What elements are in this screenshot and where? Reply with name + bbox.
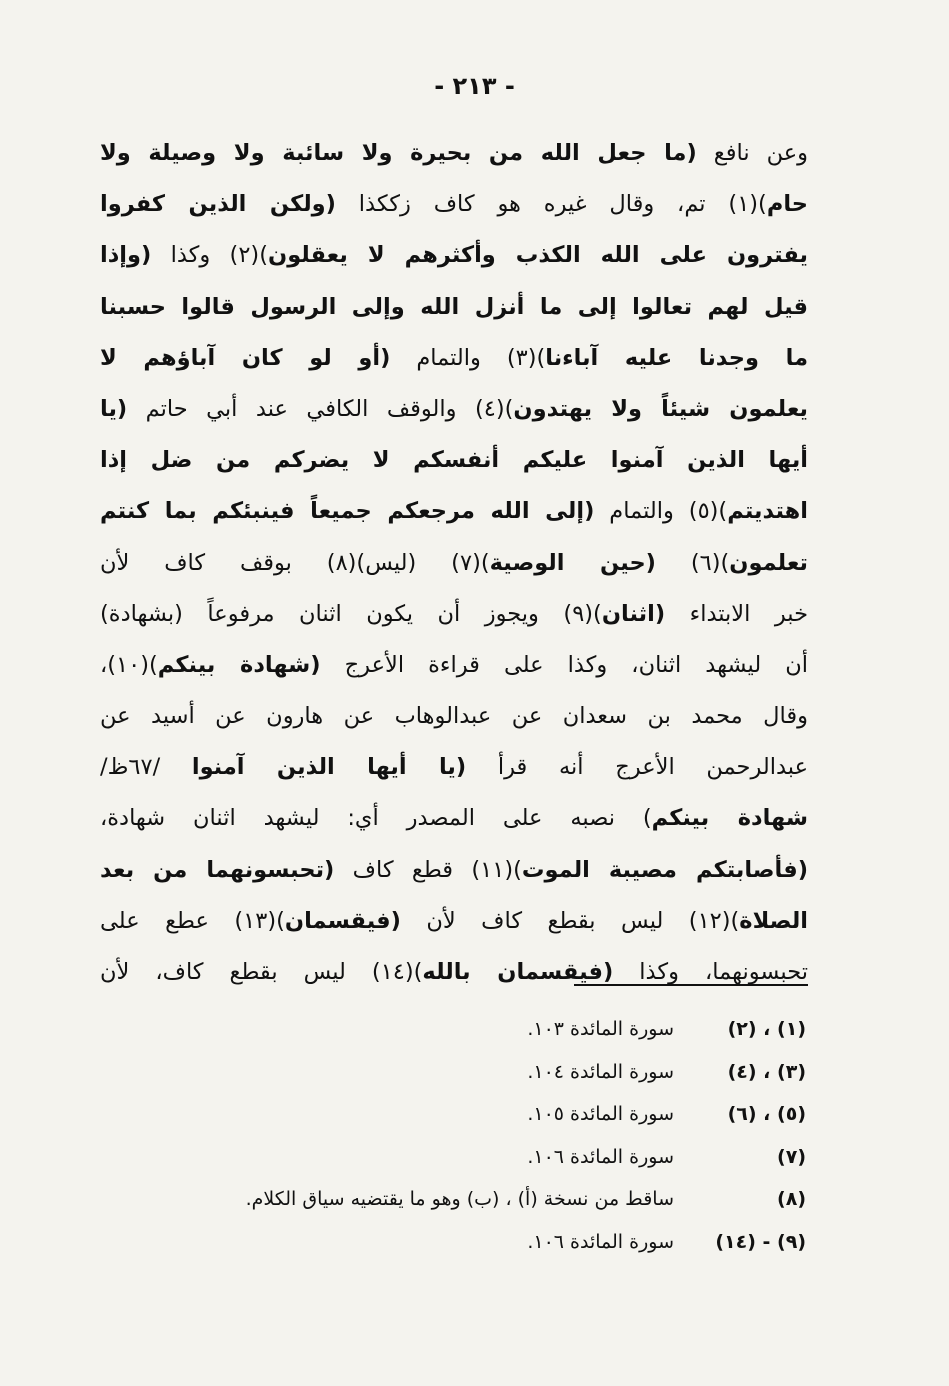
- text-segment: خبر الابتداء: [665, 600, 808, 627]
- quran-quote: (شهادة بينكم: [157, 651, 321, 678]
- text-line: [100, 691, 808, 742]
- footnote-separator: [574, 984, 808, 986]
- page-number: - ٢١٣ -: [434, 72, 515, 100]
- footnote: [120, 1178, 806, 1221]
- text-line: [100, 230, 808, 281]
- text-segment: )(١٢) ليس بقطع كاف لأن: [400, 907, 740, 934]
- footnote: [120, 1051, 806, 1094]
- text-line: [100, 793, 808, 844]
- quran-quote: (فيقسمان بالله: [422, 959, 614, 985]
- quran-quote: (تحبسونهما من بعد: [100, 856, 335, 883]
- footnote-number: (٩) - (١٤): [715, 1230, 806, 1253]
- footnotes: [120, 1008, 806, 1263]
- text-segment: )(١٠)،: [100, 651, 158, 678]
- quran-quote: ما وجدنا عليه آباءنا: [545, 344, 808, 371]
- quran-quote: الصلاة: [739, 907, 808, 934]
- quran-quote: (يا أيها الذين آمنوا: [191, 754, 467, 781]
- body-text: [100, 128, 808, 998]
- quran-quote: (وإذا: [100, 242, 152, 269]
- text-line: [100, 538, 808, 589]
- footnote-number: (٨): [777, 1188, 806, 1210]
- text-line: [100, 896, 808, 947]
- text-line: [100, 282, 808, 333]
- quran-quote: (ولكن الذين كفروا: [100, 191, 336, 218]
- footnote-text: سورة المائدة ١٠٥.: [527, 1103, 674, 1125]
- text-line: [100, 486, 808, 537]
- text-segment: وقال محمد بن سعدان عن عبدالوهاب عن هارون عن أسيد عن: [100, 703, 808, 730]
- text-segment: )(٩) ويجوز أن يكون اثنان مرفوعاً (بشهادة): [100, 600, 602, 627]
- text-segment: )(٣) والتمام: [390, 344, 546, 371]
- footnote-text: سورة المائدة ١٠٤.: [527, 1060, 674, 1083]
- text-segment: تحبسونهما، وكذا: [613, 959, 808, 985]
- text-segment: )(١) تم، وقال غيره هو كاف زككذا: [335, 191, 767, 218]
- quran-quote: حام: [766, 191, 808, 218]
- quran-quote: اهتديتم: [727, 498, 808, 525]
- quran-quote: يعلمون شيئاً ولا يهتدون: [513, 395, 808, 422]
- text-line: [100, 640, 808, 691]
- footnote-number: (٣) ، (٤): [727, 1060, 806, 1083]
- footnote: [120, 1008, 806, 1051]
- text-segment: )(٦): [655, 549, 730, 576]
- footnote-text: سورة المائدة ١٠٣.: [527, 1018, 674, 1040]
- quran-quote: شهادة بينكم: [651, 805, 808, 832]
- quran-quote: (أو لو كان آباؤهم لا: [100, 344, 391, 371]
- text-line: [100, 435, 808, 486]
- quran-quote: (فأصابتكم مصيبة الموت: [521, 856, 808, 883]
- quran-quote: (فيقسمان: [284, 907, 401, 934]
- quran-quote: أيها الذين آمنوا عليكم أنفسكم لا يضركم من ضل إذا: [100, 447, 808, 474]
- quran-quote: تعلمون: [729, 549, 808, 576]
- text-line: [100, 589, 808, 640]
- text-segment: )(١٤) ليس بقطع كاف، لأن: [100, 959, 423, 985]
- text-segment: )(١٣) عطع على: [100, 907, 285, 934]
- footnote-text: سورة المائدة ١٠٦.: [527, 1230, 674, 1253]
- text-segment: )(٤) والوقف الكافي عند أبي حاتم: [127, 395, 514, 422]
- quran-quote: (حين الوصية: [489, 549, 656, 576]
- quran-quote: (اثنان: [601, 600, 666, 627]
- footnote-number: (٧): [777, 1145, 806, 1168]
- quran-quote: (يا: [100, 395, 128, 422]
- quran-quote: (إلى الله مرجعكم جميعاً فينبئكم بما كنتم: [100, 498, 595, 525]
- footnote-number: (١) ، (٢): [727, 1018, 806, 1040]
- quran-quote: يفترون على الله الكذب وأكثرهم لا يعقلون: [267, 242, 808, 269]
- text-line: [100, 947, 808, 998]
- quran-quote: قيل لهم تعالوا إلى ما أنزل الله وإلى الرسول قالوا حسبنا: [100, 293, 808, 320]
- footnote: [120, 1221, 806, 1264]
- text-line: [100, 179, 808, 230]
- text-segment: أن ليشهد اثنان، وكذا على قراءة الأعرج: [320, 651, 808, 678]
- text-line: [100, 333, 808, 384]
- footnote-text: سورة المائدة ١٠٦.: [527, 1145, 674, 1168]
- footnote-text: ساقط من نسخة (أ) ، (ب) وهو ما يقتضيه سياق الكلام.: [245, 1188, 674, 1210]
- text-segment: ) نصبه على المصدر أي: ليشهد اثنان شهادة،: [100, 805, 652, 832]
- text-segment: )(١١) قطع كاف: [334, 856, 522, 883]
- quran-quote: (ما جعل الله من بحيرة ولا سائبة ولا وصيلة ولا: [100, 140, 697, 166]
- text-segment: )(٥) والتمام: [594, 498, 728, 525]
- text-segment: /٦٧ظ/: [100, 754, 192, 781]
- footnote-number: (٥) ، (٦): [727, 1103, 806, 1125]
- text-line: [100, 742, 808, 793]
- text-segment: )(٧) (ليس)(٨) بوقف كاف لأن: [100, 549, 490, 576]
- text-line: [100, 845, 808, 896]
- footnote: [120, 1136, 806, 1179]
- text-line: [100, 384, 808, 435]
- text-segment: )(٢) وكذا: [151, 242, 268, 269]
- footnote: [120, 1093, 806, 1136]
- text-line: [100, 128, 808, 179]
- text-segment: وعن نافع: [696, 140, 808, 166]
- text-segment: عبدالرحمن الأعرج أنه قرأ: [466, 754, 808, 781]
